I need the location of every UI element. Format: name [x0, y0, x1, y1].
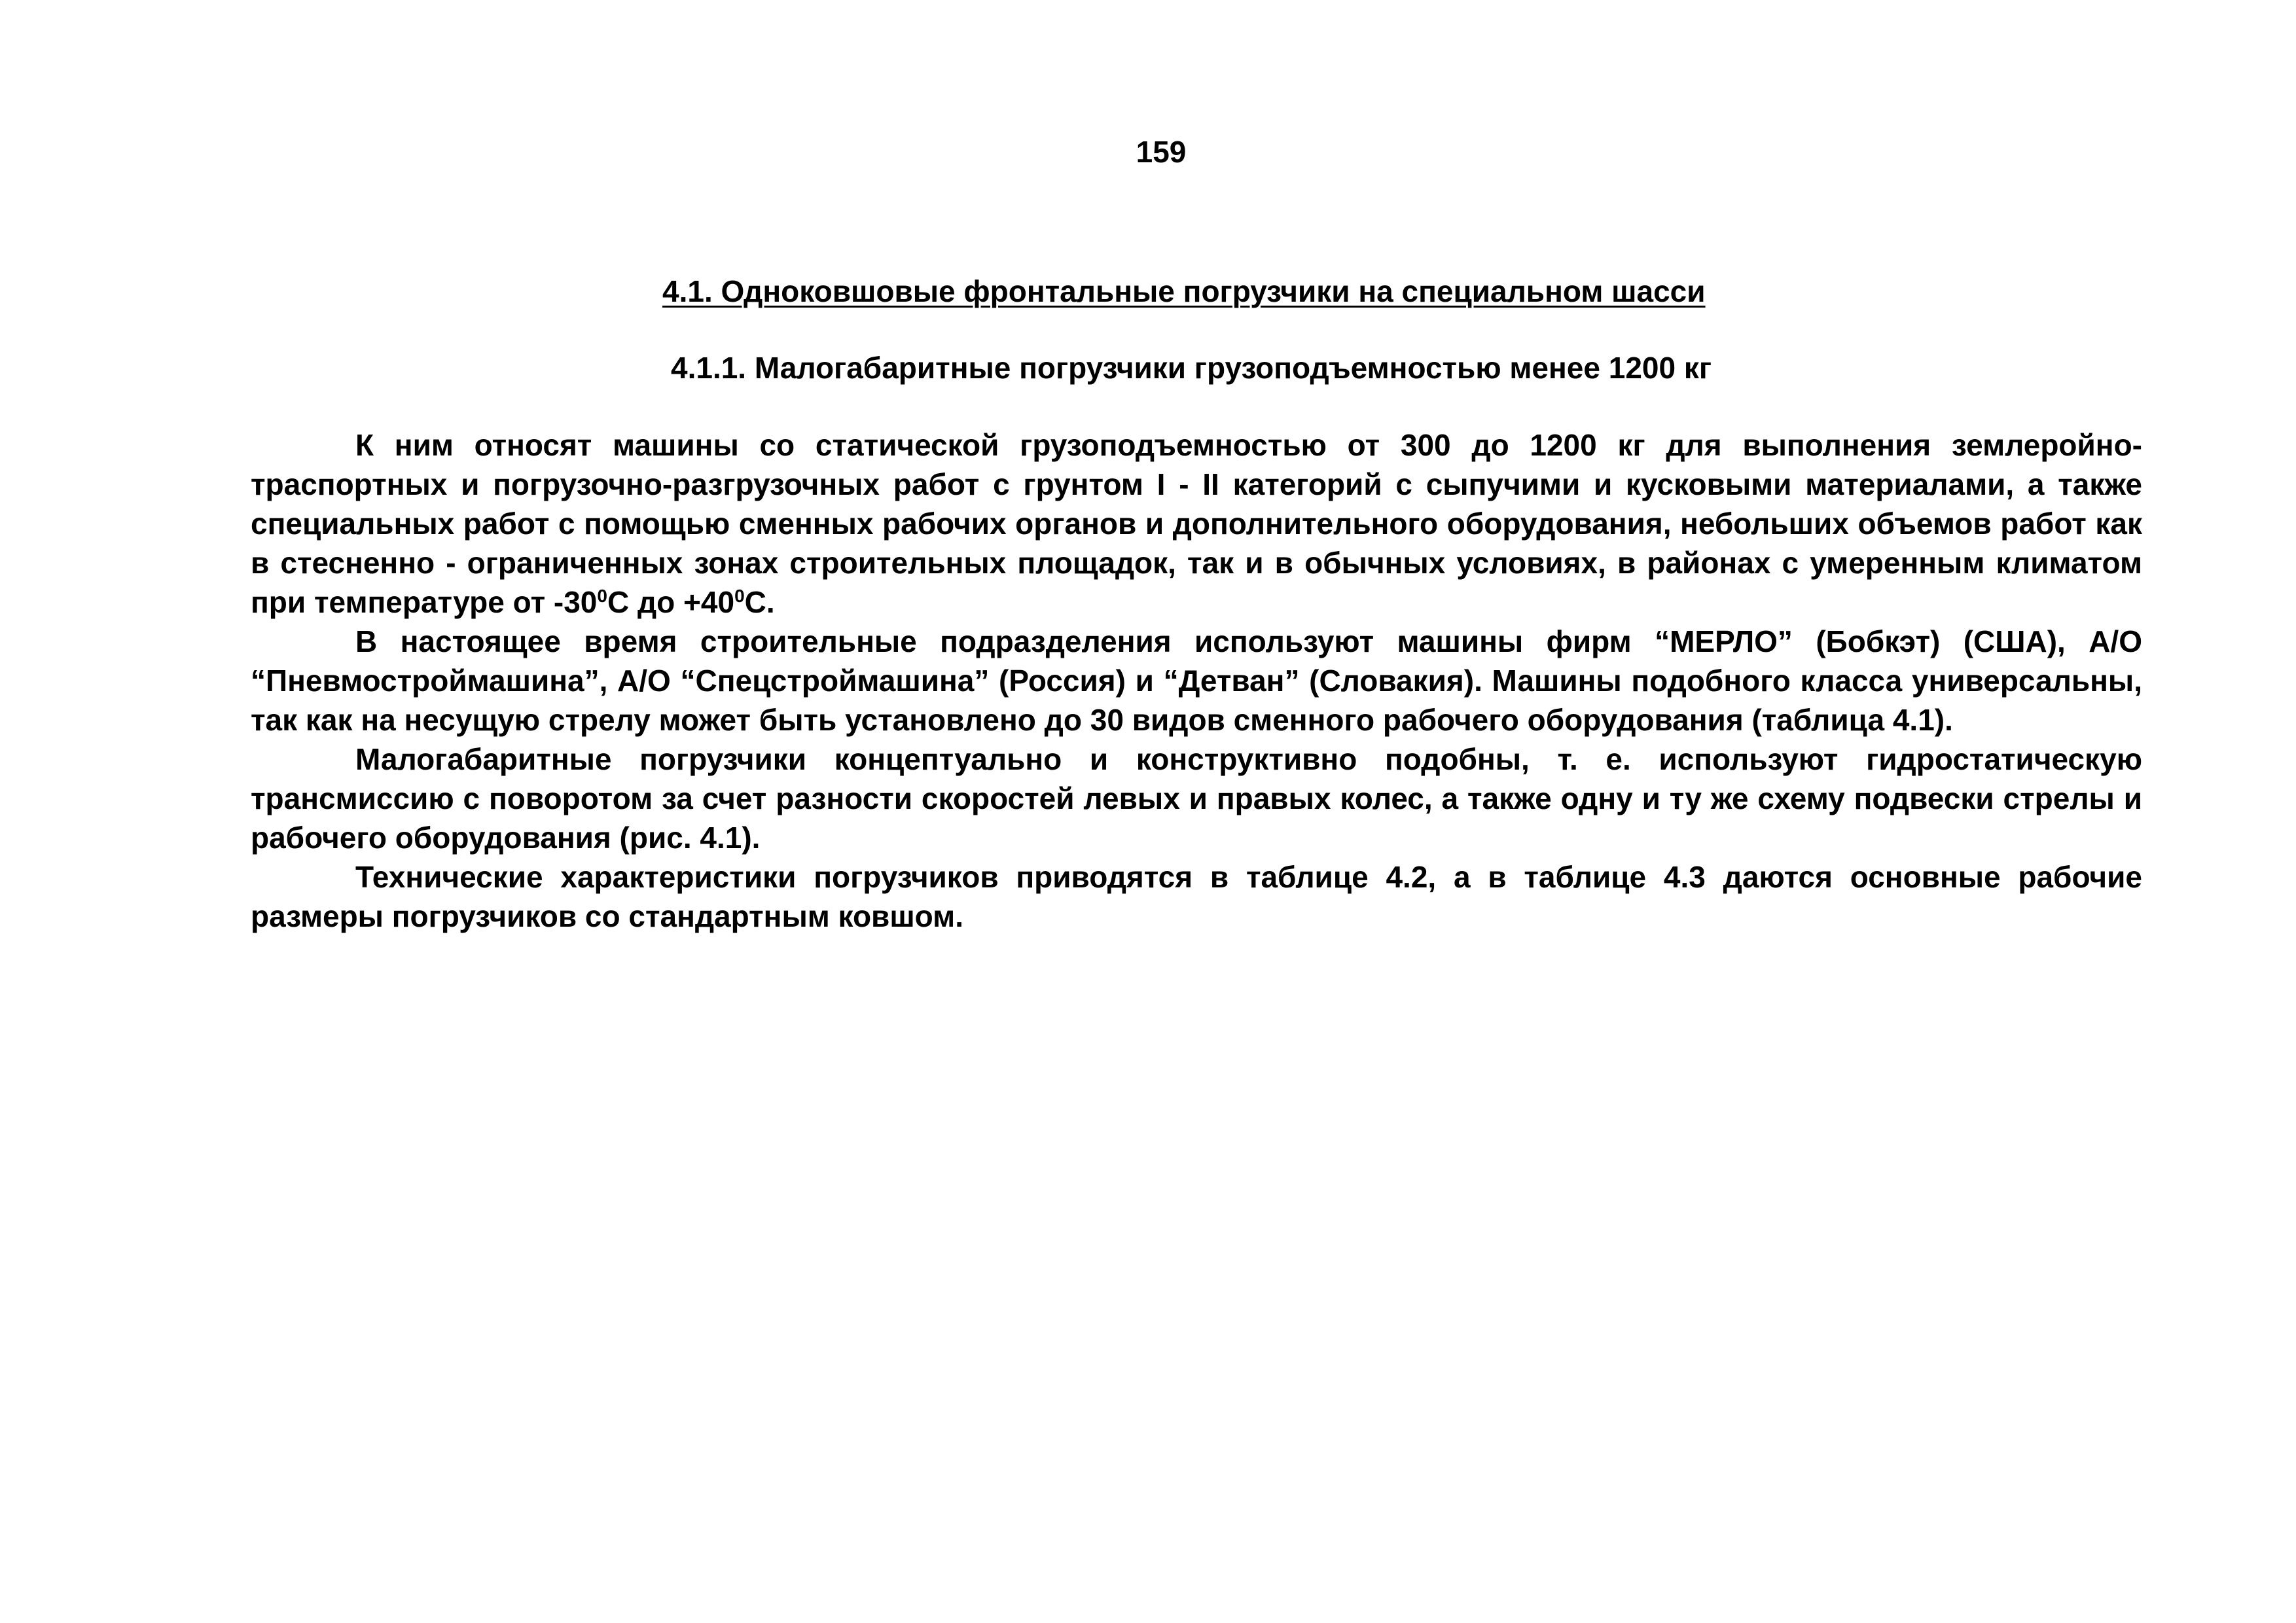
- paragraph-3: Малогабаритные погрузчики концептуально и конструктивно подобны, т. е. используют гидростатическую трансмиссию с поворотом за счет разности скоростей левых и правых колес, а также одну и ту же схему подвески стрелы и рабочего оборудования (рис. 4.1).: [251, 742, 2142, 855]
- subsection-title: 4.1.1. Малогабаритные погрузчики грузоподъемностью менее 1200 кг: [671, 351, 1712, 385]
- body-text: [251, 425, 2142, 936]
- paragraph-1: [251, 425, 2142, 622]
- paragraph-2: В настоящее время строительные подразделения используют машины фирм “МЕРЛО” (Бобкэт) (США), А/О “Пневмостроймашина”, А/О “Спецстроймашина” (Россия) и “Детван” (Словакия). Машины подобного класса универсальны, так как на несущую стрелу может быть установлено до 30 видов сменного рабочего оборудования (таблица 4.1).: [251, 624, 2142, 737]
- degree-superscript: 0: [597, 586, 607, 606]
- paragraph-1-text-start: К ним относят машины со статической грузоподъемностью от 300 до 1200 кг для выполнения землеройно-траспортных и погрузочно-разгрузочных работ с грунтом I - II категорий с сыпучими и кусковыми материалами, а также специальных работ с помощью сменных рабочих органов и дополнительного оборудования, небольших объемов работ как в стесненно - ограниченных зонах строительных площадок, так и в обычных условиях, в районах с умеренным климатом при температуре от -30: [251, 428, 2142, 619]
- paragraph-4: Технические характеристики погрузчиков приводятся в таблице 4.2, а в таблице 4.3 даются основные рабочие размеры погрузчиков со стандартным ковшом.: [251, 860, 2142, 933]
- section-title: 4.1. Одноковшовые фронтальные погрузчики на специальном шасси: [662, 274, 1706, 308]
- page-number: 159: [1136, 135, 1187, 169]
- degree-superscript: 0: [734, 586, 745, 606]
- paragraph-1-text-end: С.: [744, 585, 775, 619]
- paragraph-1-text-mid: С до +40: [607, 585, 735, 619]
